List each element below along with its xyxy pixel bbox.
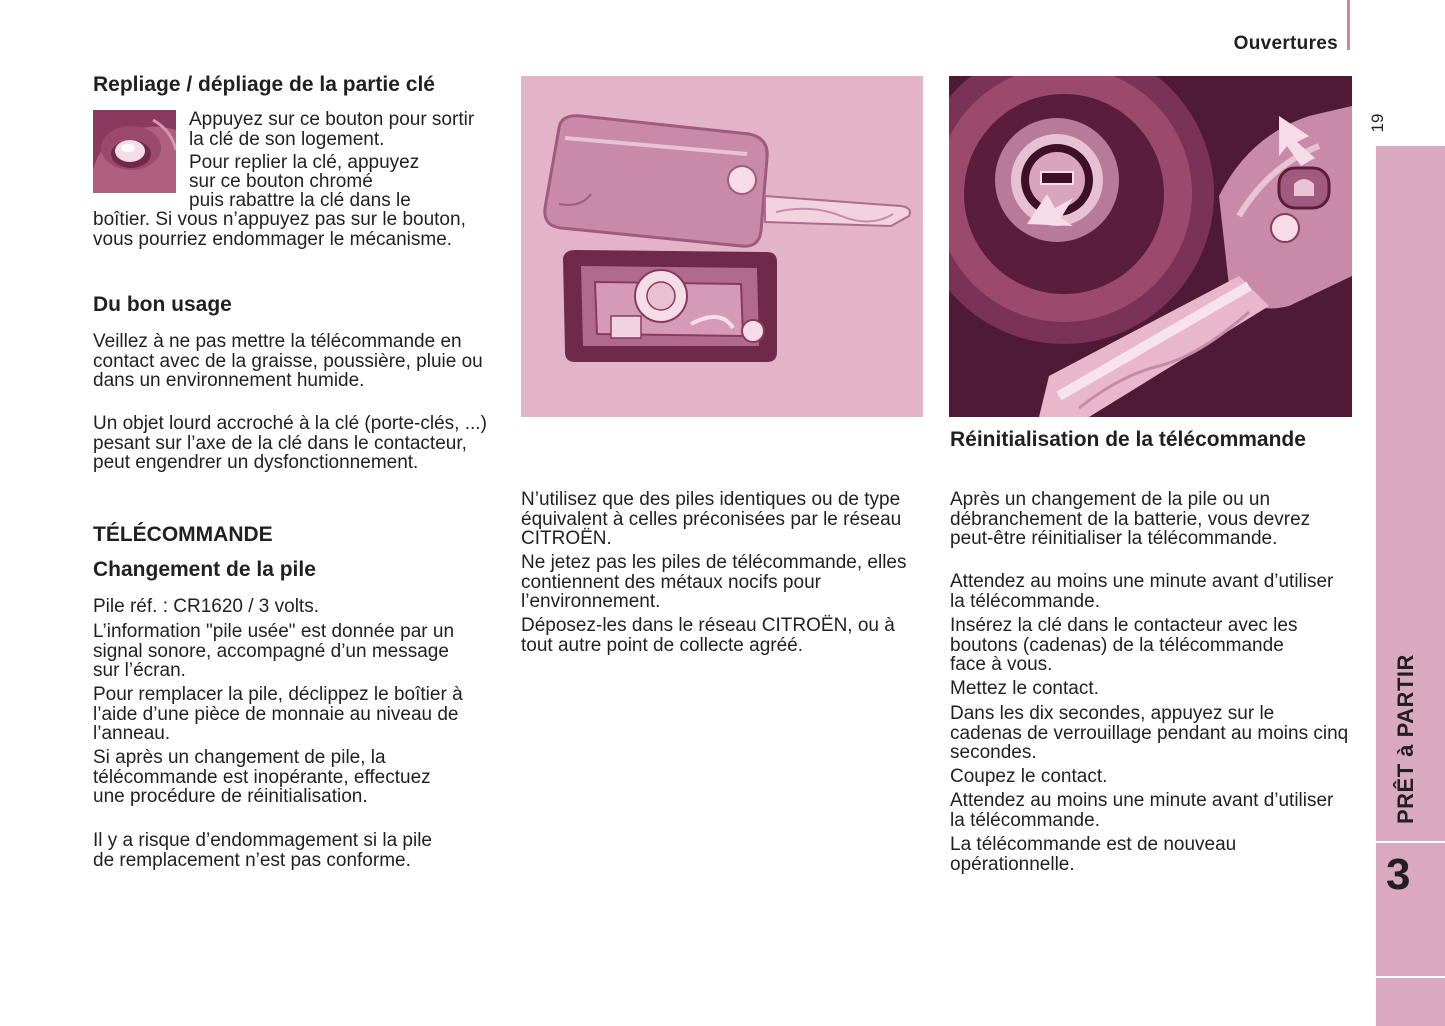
usage-text-1: Veillez à ne pas mettre la télécommande en contact avec de la graisse, poussière, pluie ou dans un environnement humide. — [93, 331, 483, 391]
key-button-thumbnail — [93, 110, 176, 193]
pile-text-3: Pour remplacer la pile, déclippez le boîtier à l’aide d’une pièce de monnaie au niveau de l’anneau. — [93, 684, 463, 744]
heading-bon-usage: Du bon usage — [93, 293, 232, 316]
tab-divider — [1376, 976, 1445, 978]
pile-text-4: Si après un changement de pile, la télécommande est inopérante, effectuez une procédure de réinitialisation. — [93, 747, 431, 807]
heading-telecommande: TÉLÉCOMMANDE — [93, 523, 273, 546]
usage-text-2: Un objet lourd accroché à la clé (porte-clés, ...) pesant sur l’axe de la clé dans le contacteur, peut engendrer un dysfonctionnement. — [93, 413, 487, 473]
heading-changement-pile: Changement de la pile — [93, 558, 316, 581]
repliage-text-2-line2: sur ce bouton chromé — [189, 171, 373, 192]
pile-text-2: L’information "pile usée" est donnée par un signal sonore, accompagné d’un message sur l’écran. — [93, 621, 455, 681]
reinit-text-5: Dans les dix secondes, appuyez sur le cadenas de verrouillage pendant au moins cinq secondes. — [950, 703, 1349, 763]
reinit-text-4: Mettez le contact. — [950, 678, 1099, 699]
ignition-key-icon — [949, 76, 1352, 417]
reinit-text-7: Attendez au moins une minute avant d’utiliser la télécommande. — [950, 790, 1334, 831]
key-battery-illustration — [521, 76, 923, 417]
heading-repliage: Repliage / dépliage de la partie clé — [93, 73, 435, 96]
chapter-number: 3 — [1386, 850, 1411, 899]
repliage-text-2-line1: Pour replier la clé, appuyez — [189, 152, 420, 173]
heading-reinitialisation: Réinitialisation de la télécommande — [950, 428, 1306, 451]
pile-text-1: Pile réf. : CR1620 / 3 volts. — [93, 596, 319, 617]
repliage-text-1: Appuyez sur ce bouton pour sortir la clé de son logement. — [189, 109, 475, 150]
header-rule — [1347, 0, 1350, 50]
piles-text-2: Ne jetez pas les piles de télécommande, elles contiennent des métaux nocifs pour l’environnement. — [521, 552, 907, 612]
opened-key-icon — [521, 76, 923, 417]
page-number: 19 — [1368, 113, 1387, 133]
repliage-text-2-rest: boîtier. Si vous n’appuyez pas sur le bouton, vous pourriez endommager le mécanisme. — [93, 209, 466, 250]
repliage-text-2-line3: puis rabattre la clé dans le — [189, 190, 411, 211]
pile-text-5: Il y a risque d’endommagement si la pile de remplacement n’est pas conforme. — [93, 830, 433, 871]
reinit-text-6: Coupez le contact. — [950, 766, 1108, 787]
tab-divider — [1376, 841, 1445, 843]
piles-text-3: Déposez-les dans le réseau CITROËN, ou à tout autre point de collecte agréé. — [521, 615, 895, 656]
section-title: Ouvertures — [1233, 33, 1338, 54]
reinit-text-8: La télécommande est de nouveau opérationnelle. — [950, 834, 1237, 875]
piles-text-1: N’utilisez que des piles identiques ou de type équivalent à celles préconisées par le réseau CITROËN. — [521, 489, 902, 549]
chapter-title: PRÊT à PARTIR — [1393, 654, 1418, 824]
reinit-text-3: Insérez la clé dans le contacteur avec les boutons (cadenas) de la télécommande face à vous. — [950, 615, 1298, 675]
reinit-text-1: Après un changement de la pile ou un débranchement de la batterie, vous devrez peut-être réinitialiser la télécommande. — [950, 489, 1311, 549]
ignition-illustration — [949, 76, 1352, 417]
reinit-text-2: Attendez au moins une minute avant d’utiliser la télécommande. — [950, 571, 1334, 612]
chrome-button-icon — [93, 110, 176, 193]
